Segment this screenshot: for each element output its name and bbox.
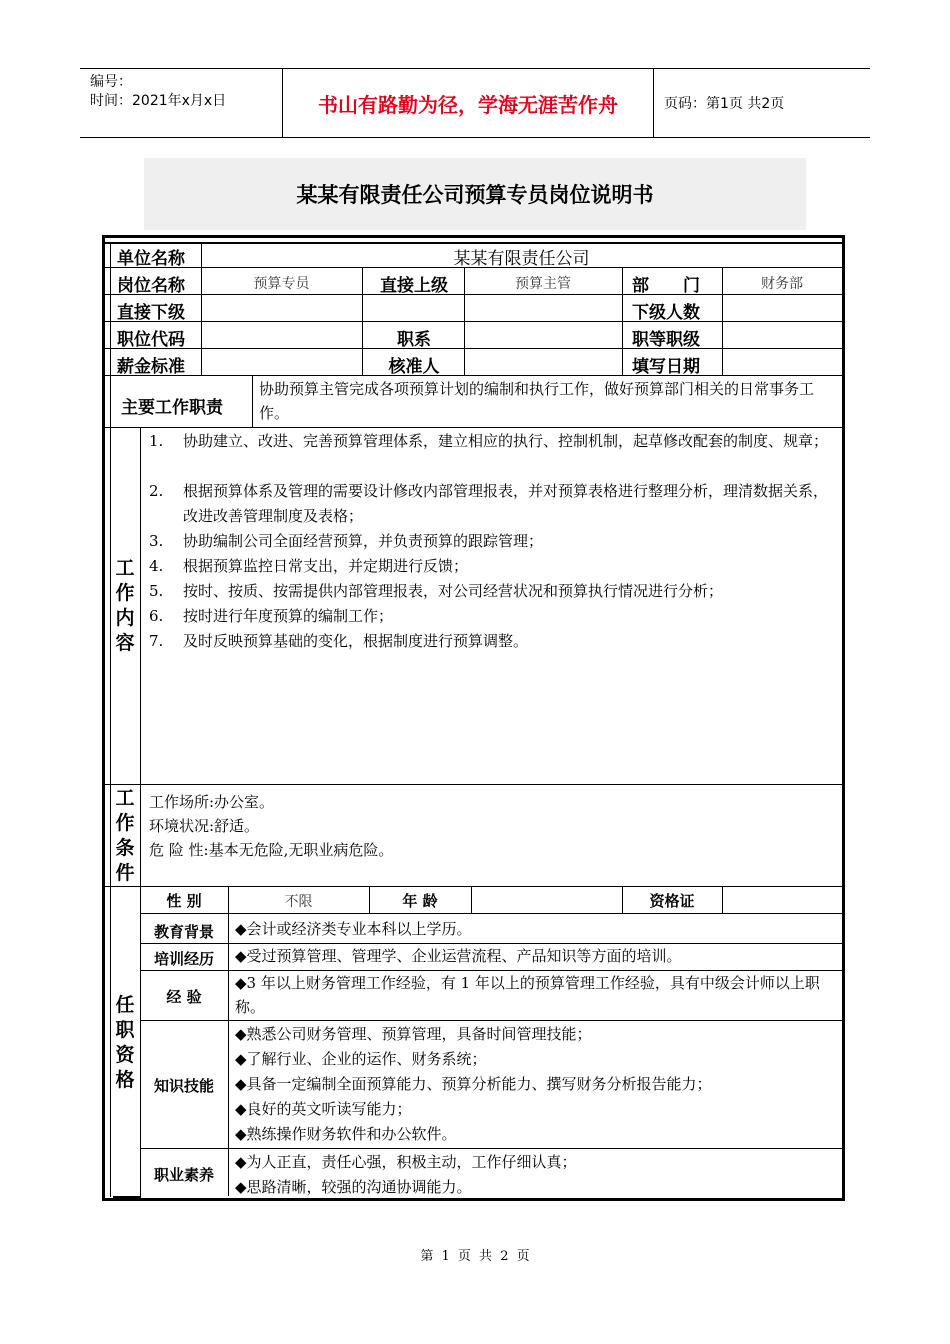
quality-line: ◆思路清晰，较强的沟通协调能力。 <box>235 1178 472 1196</box>
unit-name-label: 单位名称 <box>117 249 185 269</box>
approver-label: 核准人 <box>388 357 440 377</box>
motto: 书山有路勤为径，学海无涯苦作舟 <box>282 69 654 137</box>
department-label: 部 门 <box>632 276 700 296</box>
position-name-value: 预算专员 <box>253 276 310 292</box>
gender-label: 性 别 <box>166 892 202 910</box>
skills-label: 知识技能 <box>153 1077 214 1095</box>
skill-line: ◆熟练操作财务软件和办公软件。 <box>235 1125 457 1143</box>
experience-text: ◆3 年以上财务管理工作经验，有 1 年以上的预算管理工作经验，具有中级会计师以上职称。 <box>235 974 820 1016</box>
skill-line: ◆具备一定编制全面预算能力、预算分析能力、撰写财务分析报告能力； <box>235 1075 712 1093</box>
code-label: 编号： <box>90 74 132 90</box>
work-content-label: 工作内容 <box>115 557 135 654</box>
training-text: ◆受过预算管理、管理学、企业运营流程、产品知识等方面的培训。 <box>235 947 682 965</box>
page-info: 页码：第1页 共2页 <box>664 96 785 112</box>
education-label: 教育背景 <box>153 923 214 941</box>
job-grade-label: 职等职级 <box>632 330 700 350</box>
certificate-label: 资格证 <box>649 892 695 910</box>
direct-subordinate-label: 直接下级 <box>117 303 185 323</box>
skill-line: ◆了解行业、企业的运作、财务系统； <box>235 1050 487 1068</box>
direct-superior-value: 预算主管 <box>515 276 571 292</box>
time-label: 时间：2021年x月x日 <box>90 93 227 109</box>
age-label: 年 龄 <box>402 892 438 910</box>
main-duty-label: 主要工作职责 <box>121 398 223 418</box>
gender-value: 不限 <box>284 894 313 910</box>
skill-line: ◆良好的英文听读写能力； <box>235 1100 412 1118</box>
condition-line: 环境状况:舒适。 <box>149 817 260 835</box>
fill-date-label: 填写日期 <box>632 357 700 377</box>
position-code-label: 职位代码 <box>117 330 185 350</box>
department-value: 财务部 <box>761 276 803 292</box>
page-header <box>80 68 870 138</box>
job-description-table: 单位名称 某某有限责任公司 岗位名称 预算专员 直接上级 预算主管 部 门 财务部 直接下级 下级人数 职位代码 职系 职等职级 薪金标准 核准人 填写日期 主要工作职责 协助预算主管完成各项预算计划的编制和执行工作，做好预算部门相关的日常事务工作。 工作内容 1. 协助建立、改进、完善预算管理体系，建立相应的执行、控制机制，起草修改配套的制度、规章； 2. 根据预算体系及管理的需要设计修改内部管理报表，并对预算表格进行整理分析，理清数据关系，改进改善管理制度及表格； 3. 协助编制公司全面经营预算，并负责预算的跟踪管理； 4. 根据预算监控日常支出，并定期进行反馈； 5. 按时、按质、按需提供内部管理报表，对公司经营状况和预算执行情况进行分析； 6. 按时进行年度预算的编制工作； 7. 及时反映预算基础的变化，根据制度进行预算调整。 工作条件 工作场所:办公室。 环境状况:舒适。 危 险 性:基本无危险,无职业病危险。 任职资格 性 别 不限 年 龄 资格证 教育背景 ◆会计或经济类专业本科以上学历。 培训经历 ◆受过预算管理、管理学、企业运营流程、产品知识等方面的培训。 经 验 ◆3 年以上财务管理工作经验，有 1 年以上的预算管理工作经验，具有中级会计师以上职称。 知识技能 ◆熟悉公司财务管理、预算管理，具备时间管理技能； ◆了解行业、企业的运作、财务系统； ◆具备一定编制全面预算能力、预算分析能力、撰写财务分析报告能力； ◆良好的英文听读写能力； ◆熟练操作财务软件和办公软件。 职业素养 ◆为人正直，责任心强，积极主动，工作仔细认真； ◆思路清晰，较强的沟通协调能力。 <box>102 235 845 1201</box>
position-name-label: 岗位名称 <box>117 276 185 296</box>
condition-line: 危 险 性:基本无危险,无职业病危险。 <box>149 841 394 859</box>
document-title: 某某有限责任公司预算专员岗位说明书 <box>144 158 806 230</box>
condition-line: 工作场所:办公室。 <box>149 793 275 811</box>
job-series-label: 职系 <box>397 330 431 350</box>
qualification-label: 任职资格 <box>115 994 135 1091</box>
experience-label: 经 验 <box>166 988 202 1006</box>
education-text: ◆会计或经济类专业本科以上学历。 <box>235 920 472 938</box>
salary-standard-label: 薪金标准 <box>117 357 185 377</box>
professional-quality-label: 职业素养 <box>153 1166 214 1184</box>
unit-name-value: 某某有限责任公司 <box>453 249 590 269</box>
page-footer: 第 1 页 共 2 页 <box>420 1249 530 1264</box>
skill-line: ◆熟悉公司财务管理、预算管理，具备时间管理技能； <box>235 1025 592 1043</box>
main-duty-text: 协助预算主管完成各项预算计划的编制和执行工作，做好预算部门相关的日常事务工作。 <box>259 380 815 422</box>
training-label: 培训经历 <box>153 950 214 968</box>
subordinate-count-label: 下级人数 <box>632 303 700 323</box>
direct-superior-label: 直接上级 <box>380 276 448 296</box>
work-conditions-label: 工作条件 <box>115 787 135 884</box>
header-meta <box>80 69 282 137</box>
quality-line: ◆为人正直，责任心强，积极主动，工作仔细认真； <box>235 1153 577 1171</box>
